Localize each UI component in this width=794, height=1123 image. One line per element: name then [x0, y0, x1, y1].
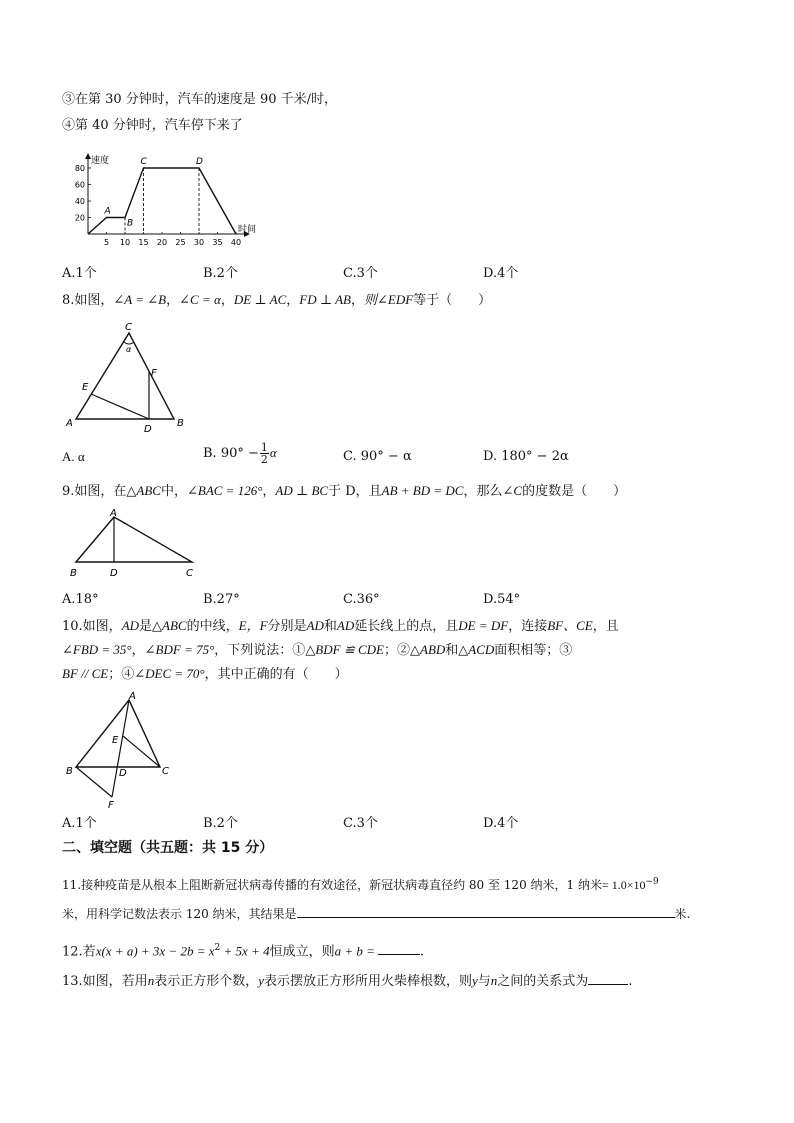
q10-l1-i: 和: [323, 619, 337, 634]
q8-suffix: 等于（ ）: [413, 293, 492, 308]
q9-label-d: D: [110, 568, 118, 579]
q10-l3-a: BF // CE: [62, 666, 109, 681]
q10-label-c: C: [162, 766, 169, 777]
q12-end: .: [419, 944, 425, 960]
q10-l2-d: ，下列说法：①: [214, 643, 306, 658]
q10-l2-g: △ABD: [410, 642, 446, 657]
q13-y-1: y: [258, 973, 264, 988]
q10-option-d[interactable]: D.4个: [483, 816, 519, 831]
q10-l2-h: 和: [445, 643, 459, 658]
q7-option-c[interactable]: C.3个: [343, 266, 378, 281]
q10-l2-j: 面积相等；③: [494, 643, 573, 658]
q13-n-2: n: [490, 973, 498, 988]
q9-cond-6: ∠C: [502, 483, 523, 498]
q8-angle-c-arc: [124, 342, 134, 344]
q10-stem-line-2: [62, 642, 572, 659]
q12-stem: [62, 940, 424, 960]
point-label: D: [196, 157, 203, 167]
q9-label-b: B: [70, 568, 77, 579]
q10-label-e: E: [112, 735, 119, 746]
q10-option-b[interactable]: B.2个: [203, 816, 238, 831]
q8-option-b-num: 1: [260, 441, 268, 454]
q12-expr: x(x + a) + 3x − 2b = x: [95, 943, 215, 959]
q8-segment-ed: [91, 394, 149, 419]
q10-l1-l: DE = DF: [458, 618, 509, 633]
q10-l3-b: ；④: [108, 667, 135, 682]
q10-l1-k: 延长线上的点，且: [354, 619, 459, 634]
q10-l1-h: AD: [306, 618, 324, 633]
q8-cond-2: ∠C = α: [179, 292, 221, 307]
q7-speed-time-chart: [66, 152, 257, 252]
y-axis-label: 速度: [91, 156, 110, 166]
q10-triangle-figure: [62, 692, 178, 810]
q9-label-c: C: [186, 568, 193, 579]
q8-option-b-den: 2: [260, 453, 268, 466]
q10-segment-ce: [123, 736, 160, 767]
q10-option-c[interactable]: C.3个: [343, 816, 378, 831]
q10-label-a: A: [129, 691, 136, 702]
q8-option-b-text: B. 90° −: [203, 446, 259, 461]
q8-prefix: 8.如图，: [62, 293, 114, 308]
q9-cond-4: AB + BD = DC: [381, 483, 464, 498]
q8-option-c[interactable]: C. 90° − α: [343, 449, 412, 464]
q7-statement-3: ③在第 30 分钟时，汽车的速度是 90 千米/时，: [62, 92, 337, 107]
q10-l1-a: 10.如图，: [62, 619, 122, 634]
q10-label-b: B: [66, 766, 73, 777]
q13-d: 与: [477, 974, 491, 989]
section-2-title: 二、填空题（共五题：共 15 分）: [62, 840, 274, 856]
q12-prefix: 12.若: [62, 944, 96, 960]
q12-expr-3: a + b =: [334, 943, 375, 959]
x-tick-label: 40: [230, 238, 242, 247]
q8-label-d: D: [144, 424, 152, 435]
speed-series-line: [88, 168, 236, 234]
q8-label-alpha: α: [126, 345, 132, 354]
q10-l3-c: ∠DEC = 70°: [134, 666, 205, 681]
q9-suffix: 的度数是（ ）: [522, 484, 627, 499]
q8-triangle-abc: [76, 333, 174, 419]
q9-option-a[interactable]: A.18°: [62, 592, 99, 607]
x-tick-label: 15: [138, 238, 149, 247]
q13-stem: [62, 973, 632, 990]
q8-cond-5: 则∠EDF: [364, 292, 414, 307]
q13-answer-blank[interactable]: [588, 973, 628, 985]
q10-l1-o: ，且: [592, 619, 619, 634]
q12-answer-blank[interactable]: [378, 943, 420, 955]
q8-option-a[interactable]: A. α: [62, 449, 85, 464]
y-tick-label: 80: [74, 164, 85, 173]
q11-answer-blank[interactable]: [297, 906, 675, 918]
x-tick-label: 25: [175, 238, 186, 247]
q8-cond-1: ∠A = ∠B: [113, 292, 167, 307]
q9-cond-2: AD ⊥ BC: [275, 483, 329, 498]
q7-option-d[interactable]: D.4个: [483, 266, 519, 281]
q10-l1-c: 是: [139, 619, 153, 634]
q10-l3-d: ，其中正确的有（ ）: [204, 667, 348, 682]
x-tick-label: 30: [193, 238, 205, 247]
q10-l1-e: 的中线，: [186, 619, 239, 634]
q10-l2-i: △ACD: [458, 642, 495, 657]
q11-line-1-exponent: −9: [645, 877, 659, 887]
q9-cond-5: ，那么: [463, 484, 503, 499]
q8-label-c: C: [125, 322, 132, 333]
q10-l1-n: BF、CE: [547, 618, 593, 633]
q12-expr-2: + 5x + 4: [220, 943, 270, 959]
q13-end: .: [628, 974, 633, 989]
q11-line-2: [62, 906, 690, 922]
q13-c: 表示摆放正方形所用火柴棒根数，则: [263, 974, 472, 989]
q8-label-b: B: [177, 418, 184, 429]
q9-mid: 中，: [160, 484, 187, 499]
q9-triangle-figure: [66, 508, 202, 580]
q10-l1-b: AD: [121, 618, 140, 633]
q10-l1-m: ，连接: [508, 619, 548, 634]
q10-l2-f: ；②: [383, 643, 410, 658]
q11-line-2-end: 米.: [674, 907, 691, 921]
q12-mid: 恒成立，则: [269, 944, 335, 960]
x-tick-label: 10: [119, 238, 131, 247]
y-tick-label: 60: [74, 180, 85, 190]
point-label: B: [127, 218, 134, 229]
x-tick-label: 35: [212, 238, 223, 247]
q9-triangle-abc: [76, 517, 192, 562]
q13-b: 表示正方形个数，: [154, 974, 259, 989]
q10-l2-e: △BDF ≌ CDE: [305, 642, 384, 657]
q8-label-e: E: [82, 382, 89, 393]
q8-option-d[interactable]: D. 180° − 2α: [483, 449, 569, 464]
q10-option-a[interactable]: A.1个: [62, 816, 97, 831]
q9-option-c[interactable]: C.36°: [343, 592, 380, 607]
q8-triangle-figure: [62, 318, 192, 436]
q8-stem: 8.如图，∠A = ∠B，∠C = α，DE ⊥ AC，FD ⊥ AB，则∠EDF等于（ ）: [62, 292, 492, 308]
q11-line-2-text: 米，用科学记数法表示 120 纳米，其结果是: [62, 907, 297, 921]
q10-l1-g: 分别是: [267, 619, 307, 634]
y-tick-label: 20: [74, 213, 85, 223]
q10-l2-a: ∠FBD = 35°: [62, 642, 132, 657]
q11-line-1: [62, 874, 659, 893]
q10-label-f: F: [108, 800, 114, 811]
q7-statement-4: ④第 40 分钟时，汽车停下来了: [62, 118, 243, 133]
q11-line-1-math: = 1.0×10: [601, 878, 646, 892]
q10-l1-f: E，F: [238, 618, 268, 633]
q9-stem: 9.如图，在△ABC中，∠BAC = 126°，AD ⊥ BC于 D，且AB + BD = DC，那么∠C的度数是（ ）: [62, 483, 627, 499]
q8-cond-4: FD ⊥ AB: [299, 292, 351, 307]
q11-line-1-text: 11.接种疫苗是从根本上阻断新冠状病毒传播的有效途径，新冠状病毒直径约 80 至 120 纳米，1 纳米: [62, 878, 602, 892]
q10-l1-d: △ABC: [152, 618, 187, 633]
q8-label-a: A: [66, 418, 73, 429]
q7-option-a[interactable]: A.1个: [62, 266, 97, 281]
q10-l2-b: ，: [131, 643, 145, 658]
q8-option-b-tail: α: [269, 445, 277, 460]
q9-label-a: A: [110, 508, 117, 519]
q10-stem-line-1: [62, 618, 619, 635]
q13-y-2: y: [472, 973, 478, 988]
q8-cond-3: DE ⊥ AC: [233, 292, 287, 307]
q10-stem-line-3: [62, 666, 348, 683]
q9-angle: ∠BAC = 126°: [186, 483, 263, 498]
q13-n-1: n: [147, 973, 155, 988]
y-tick-label: 40: [74, 197, 85, 206]
x-tick-label: 20: [156, 238, 168, 247]
q10-l1-j: AD: [336, 618, 355, 633]
q10-label-d: D: [119, 768, 127, 779]
q7-option-b[interactable]: B.2个: [203, 266, 238, 281]
q8-option-b[interactable]: [203, 442, 277, 465]
q9-prefix: 9.如图，在: [62, 484, 127, 499]
point-label: C: [140, 157, 147, 167]
q10-l2-c: ∠BDF = 75°: [144, 642, 215, 657]
x-tick-label: 5: [103, 238, 110, 247]
q9-triangle: △ABC: [126, 483, 161, 498]
q10-segment-bf: [76, 767, 112, 797]
q12-sup: 2: [214, 943, 221, 953]
q8-option-b-fraction: [260, 442, 269, 465]
q9-option-b[interactable]: B.27°: [203, 592, 240, 607]
q9-cond-3: 于 D，且: [328, 484, 382, 499]
q9-option-d[interactable]: D.54°: [483, 592, 521, 607]
x-axis-label: 时间: [238, 225, 257, 235]
q10-segment-af: [112, 700, 129, 797]
q13-e: 之间的关系式为: [497, 974, 589, 989]
q13-a: 13.如图，若用: [62, 974, 148, 989]
point-label: A: [104, 206, 111, 217]
q8-label-f: F: [151, 368, 157, 379]
